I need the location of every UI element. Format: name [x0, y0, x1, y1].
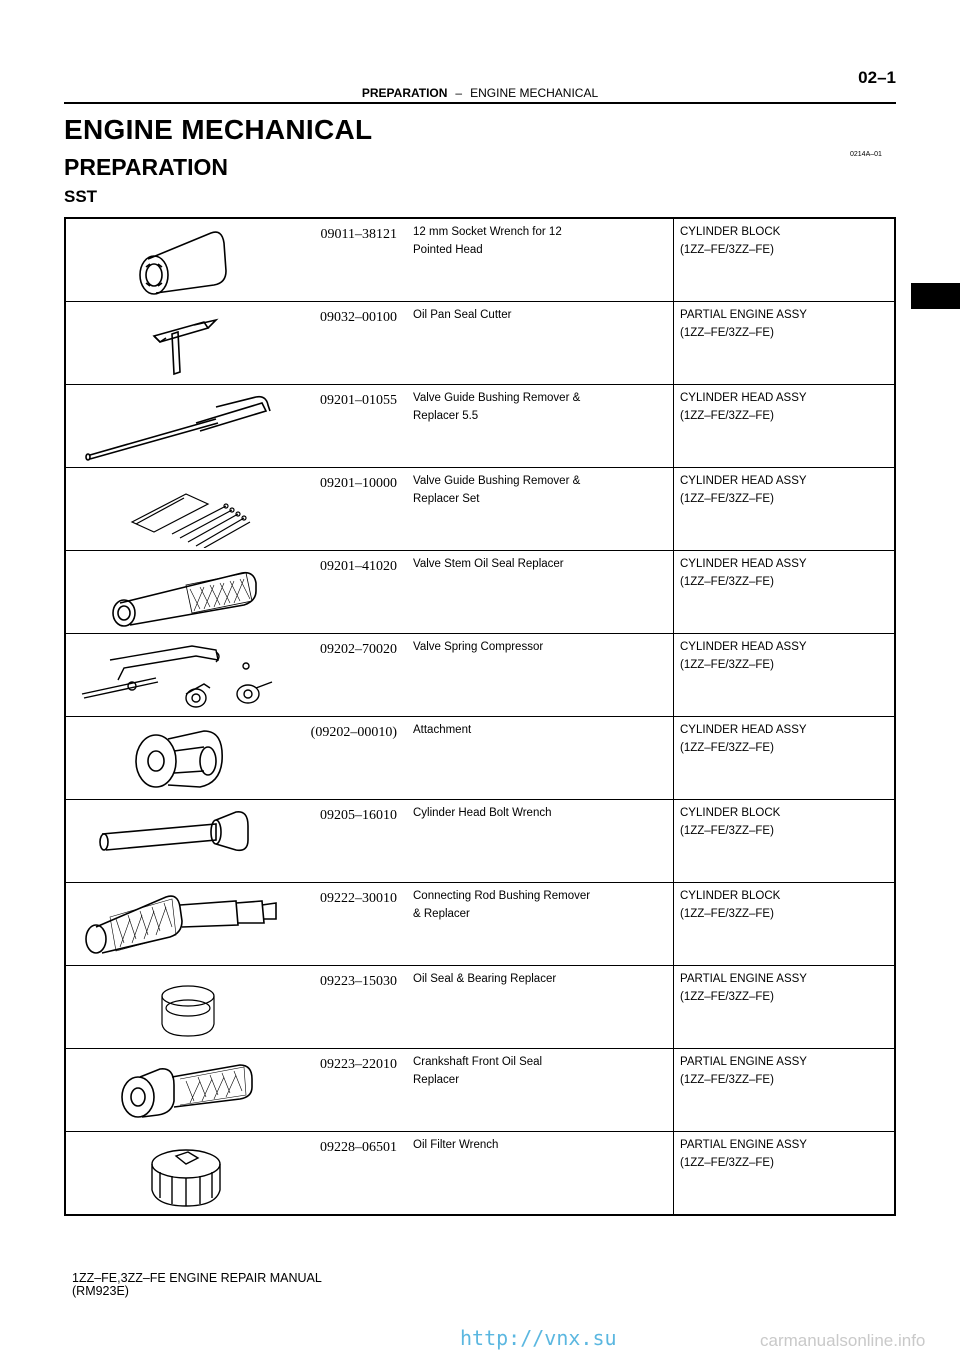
crankshaft-seal-replacer-icon — [76, 1053, 326, 1129]
tool-name-cell — [405, 302, 674, 385]
application-cell — [674, 800, 896, 883]
watermark-text: carmanualsonline.info — [760, 1331, 926, 1350]
table-row — [65, 551, 895, 634]
attachment-icon — [76, 721, 326, 797]
page-title: ENGINE MECHANICAL — [64, 114, 373, 145]
application-cell — [674, 1132, 896, 1216]
tool-application: CYLINDER HEAD ASSY (1ZZ–FE/3ZZ–FE) — [680, 641, 807, 671]
header-chapter: ENGINE MECHANICAL — [470, 86, 599, 100]
application-cell — [674, 1049, 896, 1132]
section-label: SST — [64, 187, 98, 206]
tool-name: Attachment — [413, 724, 472, 736]
tool-application: CYLINDER HEAD ASSY (1ZZ–FE/3ZZ–FE) — [680, 475, 807, 505]
application-cell — [674, 717, 896, 800]
bushing-remover-icon — [76, 389, 326, 465]
illustration-cell — [65, 468, 405, 551]
bolt-wrench-icon — [76, 804, 326, 880]
remover-set-icon — [76, 472, 326, 548]
application-cell — [674, 966, 896, 1049]
part-number: 09201–01055 — [320, 393, 397, 408]
illustration-cell — [65, 218, 405, 302]
part-number: 09032–00100 — [320, 310, 397, 325]
tool-application: CYLINDER BLOCK (1ZZ–FE/3ZZ–FE) — [680, 807, 781, 837]
tool-name-cell — [405, 1049, 674, 1132]
application-cell — [674, 302, 896, 385]
part-number: 09201–41020 — [320, 559, 397, 574]
table-row — [65, 1132, 895, 1216]
part-number: 09223–22010 — [320, 1057, 397, 1072]
rod-bushing-remover-icon — [76, 887, 326, 963]
part-number: 09202–70020 — [320, 642, 397, 657]
table-row — [65, 717, 895, 800]
tool-name: Oil Filter Wrench — [413, 1139, 499, 1151]
table-row — [65, 634, 895, 717]
table-row — [65, 966, 895, 1049]
tool-name: Valve Stem Oil Seal Replacer — [413, 558, 564, 570]
illustration-cell — [65, 634, 405, 717]
part-number: 09222–30010 — [320, 891, 397, 906]
tool-name: Cylinder Head Bolt Wrench — [413, 807, 552, 819]
table-row — [65, 1049, 895, 1132]
section-tab-marker — [911, 283, 960, 309]
tool-name: Crankshaft Front Oil Seal Replacer — [413, 1056, 543, 1086]
tool-name-cell — [405, 800, 674, 883]
header-title — [64, 86, 896, 100]
tool-name: Oil Pan Seal Cutter — [413, 309, 512, 321]
header-section: PREPARATION — [361, 86, 448, 100]
tool-name: 12 mm Socket Wrench for 12 Pointed Head — [413, 226, 562, 256]
tool-name: Oil Seal & Bearing Replacer — [413, 973, 557, 985]
tool-name-cell — [405, 966, 674, 1049]
part-number: 09201–10000 — [320, 476, 397, 491]
tool-application: CYLINDER HEAD ASSY (1ZZ–FE/3ZZ–FE) — [680, 392, 807, 422]
illustration-cell — [65, 385, 405, 468]
application-cell — [674, 551, 896, 634]
tool-name: Connecting Rod Bushing Remover & Replacer — [413, 890, 591, 920]
part-number: 09223–15030 — [320, 974, 397, 989]
table-row — [65, 883, 895, 966]
tool-name-cell — [405, 717, 674, 800]
oil-filter-wrench-icon — [76, 1136, 326, 1212]
illustration-cell — [65, 551, 405, 634]
tool-name-cell — [405, 218, 674, 302]
illustration-cell — [65, 1132, 405, 1216]
table-row — [65, 468, 895, 551]
tool-name-cell — [405, 551, 674, 634]
illustration-cell — [65, 1049, 405, 1132]
tool-application: PARTIAL ENGINE ASSY (1ZZ–FE/3ZZ–FE) — [680, 1139, 807, 1169]
tool-name-cell — [405, 1132, 674, 1216]
sst-table — [64, 217, 896, 1216]
part-number: 09205–16010 — [320, 808, 397, 823]
part-number: 09228–06501 — [320, 1140, 397, 1155]
part-number: (09202–00010) — [310, 725, 397, 740]
figure-code: 0214A–01 — [850, 151, 882, 158]
running-header — [64, 68, 896, 104]
table-row — [65, 800, 895, 883]
illustration-cell — [65, 717, 405, 800]
tool-application: PARTIAL ENGINE ASSY (1ZZ–FE/3ZZ–FE) — [680, 309, 807, 339]
header-separator: – — [455, 86, 463, 100]
illustration-cell — [65, 883, 405, 966]
page-subtitle: PREPARATION — [64, 154, 228, 180]
tool-name-cell — [405, 883, 674, 966]
footer — [72, 1272, 322, 1298]
tool-name-cell — [405, 468, 674, 551]
tool-application: CYLINDER HEAD ASSY (1ZZ–FE/3ZZ–FE) — [680, 724, 807, 754]
part-number: 09011–38121 — [320, 227, 397, 242]
tool-application: CYLINDER BLOCK (1ZZ–FE/3ZZ–FE) — [680, 226, 781, 256]
application-cell — [674, 883, 896, 966]
tool-application: CYLINDER BLOCK (1ZZ–FE/3ZZ–FE) — [680, 890, 781, 920]
bearing-replacer-icon — [76, 970, 326, 1046]
seal-cutter-icon — [76, 306, 326, 382]
tool-name: Valve Guide Bushing Remover & Replacer Set — [413, 475, 581, 505]
tool-application: PARTIAL ENGINE ASSY (1ZZ–FE/3ZZ–FE) — [680, 973, 807, 1003]
application-cell — [674, 385, 896, 468]
footer-manual-title: 1ZZ–FE,3ZZ–FE ENGINE REPAIR MANUAL — [72, 1271, 322, 1285]
tool-application: PARTIAL ENGINE ASSY (1ZZ–FE/3ZZ–FE) — [680, 1056, 807, 1086]
page-number: 02–1 — [858, 68, 896, 87]
illustration-cell — [65, 966, 405, 1049]
tool-name-cell — [405, 385, 674, 468]
tool-name: Valve Spring Compressor — [413, 641, 544, 653]
footer-manual-code: (RM923E) — [72, 1284, 129, 1298]
illustration-cell — [65, 302, 405, 385]
watermark-link[interactable]: http://vnx.su — [460, 1326, 617, 1350]
illustration-cell — [65, 800, 405, 883]
table-row — [65, 302, 895, 385]
socket-wrench-icon — [76, 223, 326, 299]
table-row — [65, 385, 895, 468]
table-row — [65, 218, 895, 302]
tool-application: CYLINDER HEAD ASSY (1ZZ–FE/3ZZ–FE) — [680, 558, 807, 588]
tool-name-cell — [405, 634, 674, 717]
tool-name: Valve Guide Bushing Remover & Replacer 5.5 — [413, 392, 581, 422]
application-cell — [674, 468, 896, 551]
application-cell — [674, 218, 896, 302]
seal-replacer-icon — [76, 555, 326, 631]
application-cell — [674, 634, 896, 717]
spring-compressor-icon — [76, 638, 326, 714]
